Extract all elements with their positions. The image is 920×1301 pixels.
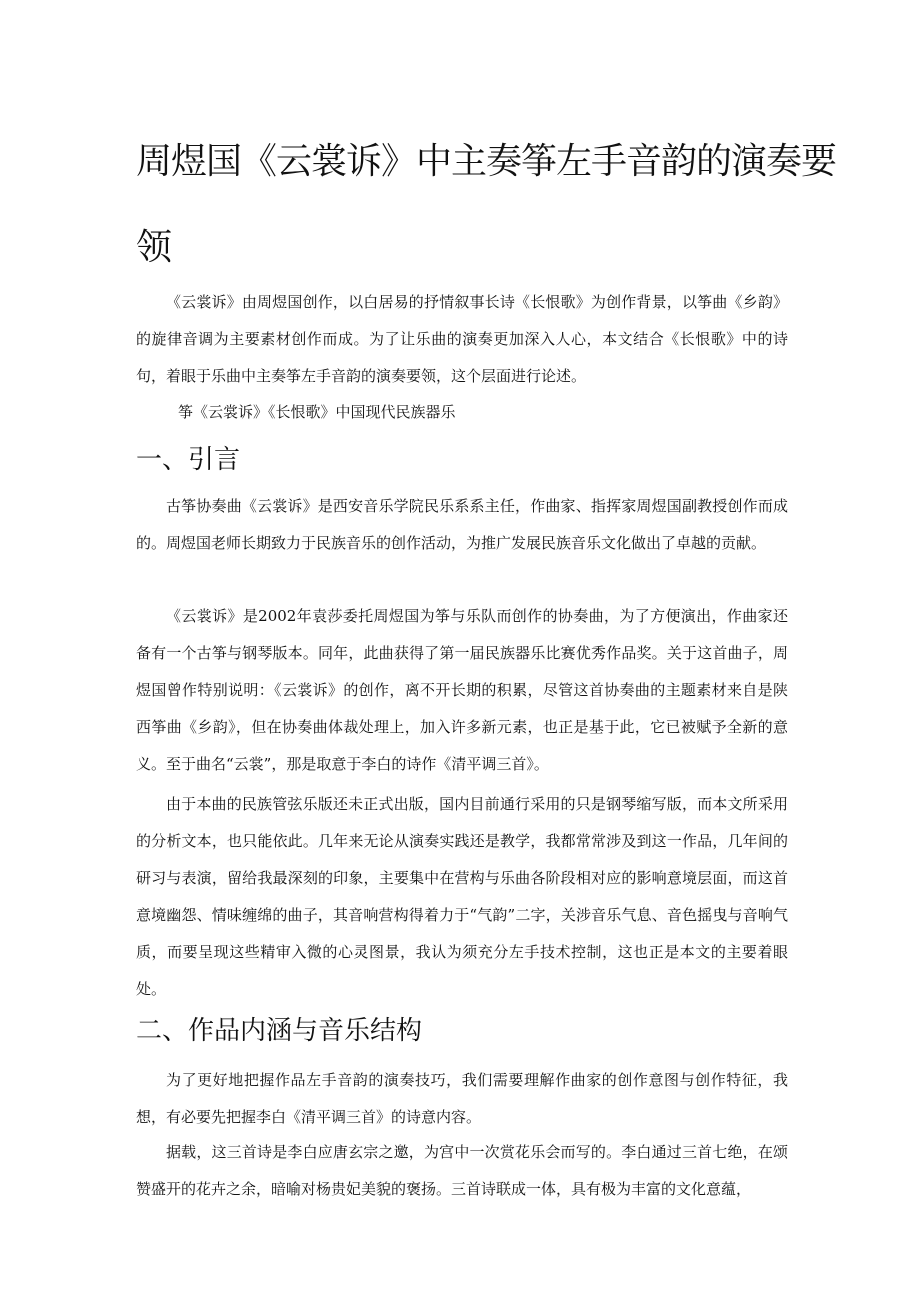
abstract-paragraph: 《云裳诉》由周煜国创作，以白居易的抒情叙事长诗《长恨歌》为创作背景，以筝曲《乡韵》的旋律音调为主要素材创作而成。为了让乐曲的演奏更加深入人心，本文结合《长恨歌》中的诗句，着眼于乐曲中主奏筝左手音韵的演奏要领，这个层面进行论述。 (136, 293, 788, 385)
section-1-paragraph-3: 由于本曲的民族管弦乐版还未正式出版，国内目前通行采用的只是钢琴缩写版，而本文所采用的分析文本，也只能依此。几年来无论从演奏实践还是教学，我都常常涉及到这一作品，几年间的研习与表演，留给我最深刻的印象，主要集中在营构与乐曲各阶段相对应的影响意境层面，而这首意境幽怨、情味缠绵的曲子，其音响营构得着力于“气韵”二字，关涉音乐气息、音色摇曳与音响气质，而要呈现这些精审入微的心灵图景，我认为须充分左手技术控制，这也正是本文的主要着眼处。 (136, 795, 788, 998)
section-1-paragraph-1: 古筝协奏曲《云裳诉》是西安音乐学院民乐系系主任，作曲家、指挥家周煜国副教授创作而成的。周煜国老师长期致力于民族音乐的创作活动，为推广发展民族音乐文化做出了卓越的贡献。 (136, 497, 788, 552)
section-2-paragraph-2: 据载，这三首诗是李白应唐玄宗之邀，为宫中一次赏花乐会而写的。李白通过三首七绝，在颂赞盛开的花卉之余，暗喻对杨贵妃美貌的褒扬。三首诗联成一体，具有极为丰富的文化意蕴， (136, 1143, 788, 1198)
section-2-paragraph-1: 为了更好地把握作品左手音韵的演奏技巧，我们需要理解作曲家的创作意图与创作特征，我想，有必要先把握李白《清平调三首》的诗意内容。 (136, 1071, 788, 1126)
keywords-line: 筝《云裳诉》《长恨歌》中国现代民族器乐 (178, 403, 456, 421)
document-title-line-1: 周煜国《云裳诉》中主奏筝左手音韵的演奏要 (136, 141, 837, 182)
section-2-heading: 二、作品内涵与音乐结构 (136, 1016, 423, 1046)
document-title-line-2: 领 (136, 227, 172, 268)
section-1-heading: 一、引言 (136, 445, 241, 475)
section-1-paragraph-2: 《云裳诉》是2002年袁莎委托周煜国为筝与乐队而创作的协奏曲，为了方便演出，作曲家还备有一个古筝与钢琴版本。同年，此曲获得了第一届民族器乐比赛优秀作品奖。关于这首曲子，周煜国曾作特别说明：《云裳诉》的创作，离不开长期的积累，尽管这首协奏曲的主题素材来自是陕西筝曲《乡韵》，但在协奏曲体裁处理上，加入许多新元素，也正是基于此，它已被赋予全新的意义。至于曲名“云裳”，那是取意于李白的诗作《清平调三首》。 (136, 607, 788, 773)
